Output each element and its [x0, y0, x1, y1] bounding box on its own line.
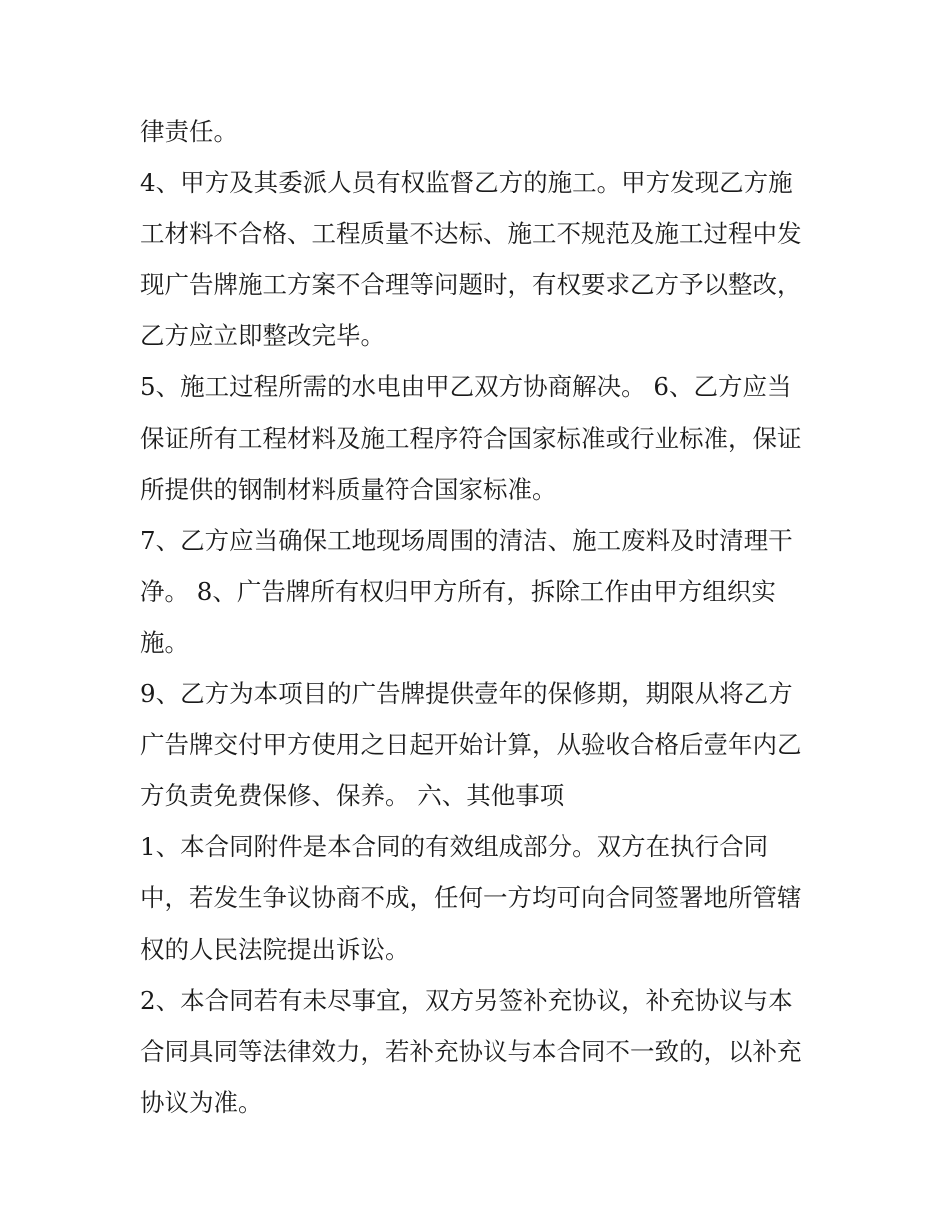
- text-line: 协议为准。: [140, 1087, 263, 1117]
- text-line: 权的人民法院提出诉讼。: [140, 934, 410, 964]
- text-line: 方负责免费保修、保养。 六、其他事项: [140, 781, 565, 811]
- text-line: 2、本合同若有未尽事宜，双方另签补充协议，补充协议与本: [140, 985, 793, 1015]
- text-line: 净。 8、广告牌所有权归甲方所有，拆除工作由甲方组织实: [140, 576, 776, 606]
- text-line: 9、乙方为本项目的广告牌提供壹年的保修期，期限从将乙方: [140, 679, 793, 709]
- text-line: 中，若发生争议协商不成，任何一方均可向合同签署地所管辖: [140, 883, 802, 913]
- text-line: 合同具同等法律效力，若补充协议与本合同不一致的，以补充: [140, 1036, 802, 1066]
- text-line: 广告牌交付甲方使用之日起开始计算，从验收合格后壹年内乙: [140, 730, 802, 760]
- text-line: 乙方应立即整改完毕。: [140, 321, 385, 351]
- text-line: 4、甲方及其委派人员有权监督乙方的施工。甲方发现乙方施: [140, 168, 793, 198]
- text-line: 律责任。: [140, 117, 238, 146]
- text-line: 现广告牌施工方案不合理等问题时，有权要求乙方予以整改，: [140, 270, 802, 300]
- text-line: 施。: [140, 627, 189, 657]
- text-line: 7、乙方应当确保工地现场周围的清洁、施工废料及时清理干: [140, 525, 793, 555]
- text-line: 5、施工过程所需的水电由甲乙双方协商解决。 6、乙方应当: [140, 372, 792, 402]
- text-line: 1、本合同附件是本合同的有效组成部分。双方在执行合同: [140, 832, 769, 862]
- contract-body-text: [140, 106, 820, 1128]
- text-line: 工材料不合格、工程质量不达标、施工不规范及施工过程中发: [140, 219, 802, 249]
- text-line: 所提供的钢制材料质量符合国家标准。: [140, 474, 557, 504]
- text-line: 保证所有工程材料及施工程序符合国家标准或行业标准，保证: [140, 423, 802, 453]
